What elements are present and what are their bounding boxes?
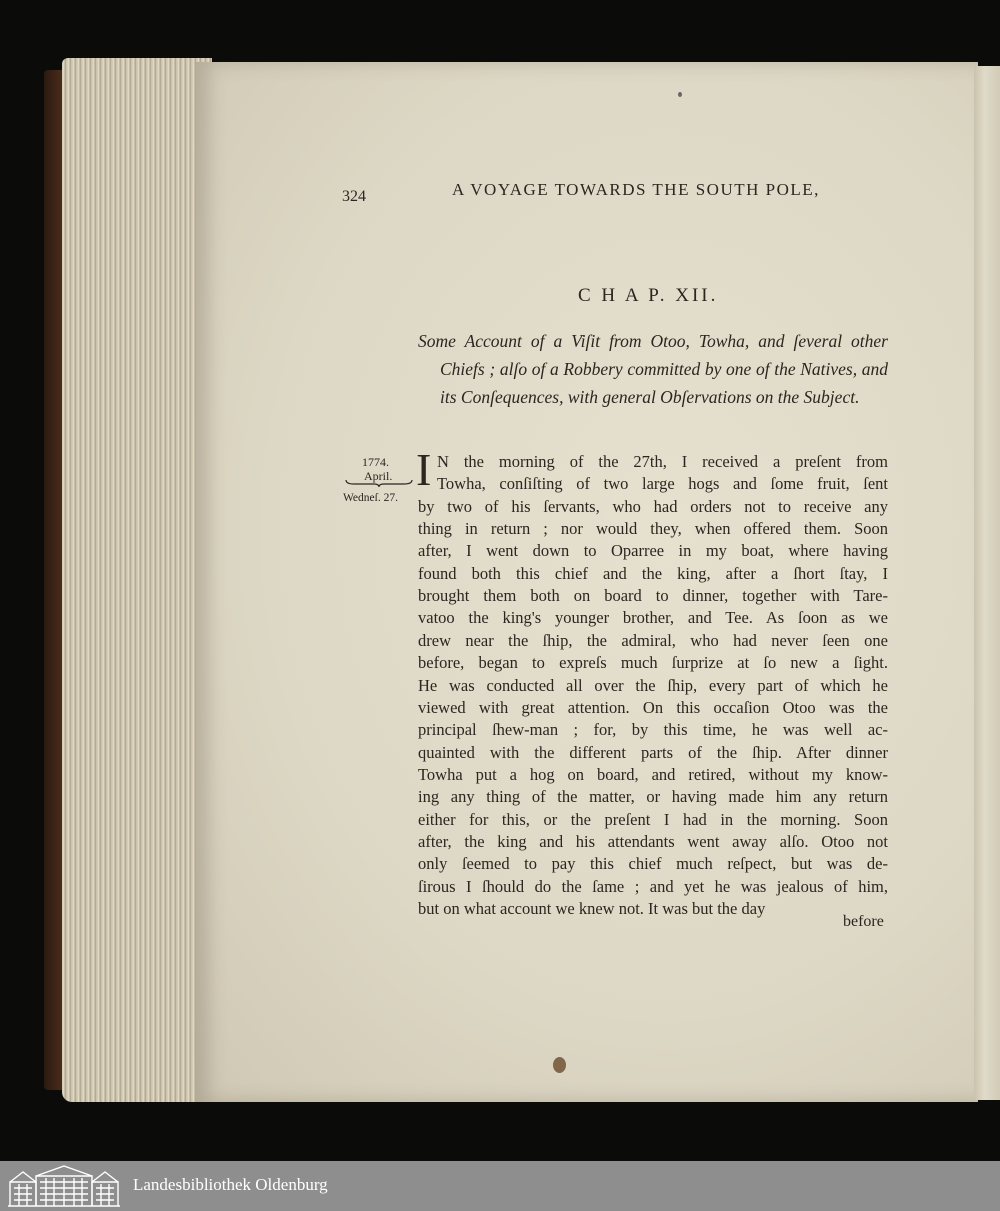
chapter-title: C H A P. XII. (578, 285, 719, 306)
margin-brace-icon (344, 478, 414, 488)
body-line: after, I went down to Oparree in my boat, where having (418, 541, 888, 561)
body-line: Towha put a hog on board, and retired, without my know- (418, 764, 888, 784)
body-line: before, began to expreſs much ſurprize at ſo new a ſight. (418, 653, 888, 673)
body-line: but on what account we knew not. It was but the day (418, 899, 766, 918)
margin-month: April. (364, 469, 393, 483)
page-number: 324 (342, 188, 366, 205)
body-line: Towha, conſiſting of two large hogs and ſome fruit, ſent (437, 474, 888, 494)
body-line: either for this, or the preſent I had in the morning. Soon (418, 809, 888, 829)
library-building-logo-icon (6, 1164, 122, 1208)
footer-bar (0, 1161, 1000, 1211)
body-line: brought them both on board to dinner, together with Tare- (418, 586, 888, 606)
body-line: thing in return ; nor would they, when offered them. Soon (418, 519, 888, 539)
body-line: ing any thing of the matter, or having made him any return (418, 787, 888, 807)
chapter-summary: Some Account of a Viſit from Otoo, Towha, and ſeveral other Chiefs ; alſo of a Robbery committed by one of the Natives, and its Conſequences, with general Obſervations on the Subject. (418, 331, 888, 407)
body-line: ſirous I ſhould do the ſame ; and yet he was jealous of him, (418, 876, 888, 896)
drop-cap: I (416, 444, 432, 495)
body-line: quainted with the different parts of the ſhip. After dinner (418, 742, 888, 762)
paper-speck (678, 92, 682, 97)
running-head: A VOYAGE TOWARDS THE SOUTH POLE, (452, 180, 820, 199)
body-line: after, the king and his attendants went away alſo. Otoo not (418, 831, 888, 851)
body-line: principal ſhew-man ; for, by this time, he was well ac- (418, 720, 888, 740)
margin-year: 1774. (362, 455, 389, 469)
body-line: only ſeemed to pay this chief much reſpect, but was de- (418, 854, 888, 874)
library-name: Landesbibliothek Oldenburg (133, 1175, 328, 1194)
margin-day: Wedneſ. 27. (343, 492, 398, 504)
page-stack-edge (62, 58, 212, 1102)
body-line: by two of his ſervants, who had orders not to receive any (418, 496, 888, 516)
right-page-edge (974, 66, 1000, 1100)
body-line: found both this chief and the king, after a ſhort ſtay, I (418, 563, 888, 583)
catchword: before (843, 913, 884, 930)
body-line: N the morning of the 27th, I received a preſent from (437, 452, 888, 471)
body-line: He was conducted all over the ſhip, every part of which he (418, 675, 888, 695)
body-line: vatoo the king's younger brother, and Tee. As ſoon as we (418, 608, 888, 628)
body-line: drew near the ſhip, the admiral, who had never ſeen one (418, 630, 888, 650)
body-line: viewed with great attention. On this occaſion Otoo was the (418, 697, 888, 717)
ink-stain (553, 1057, 566, 1073)
